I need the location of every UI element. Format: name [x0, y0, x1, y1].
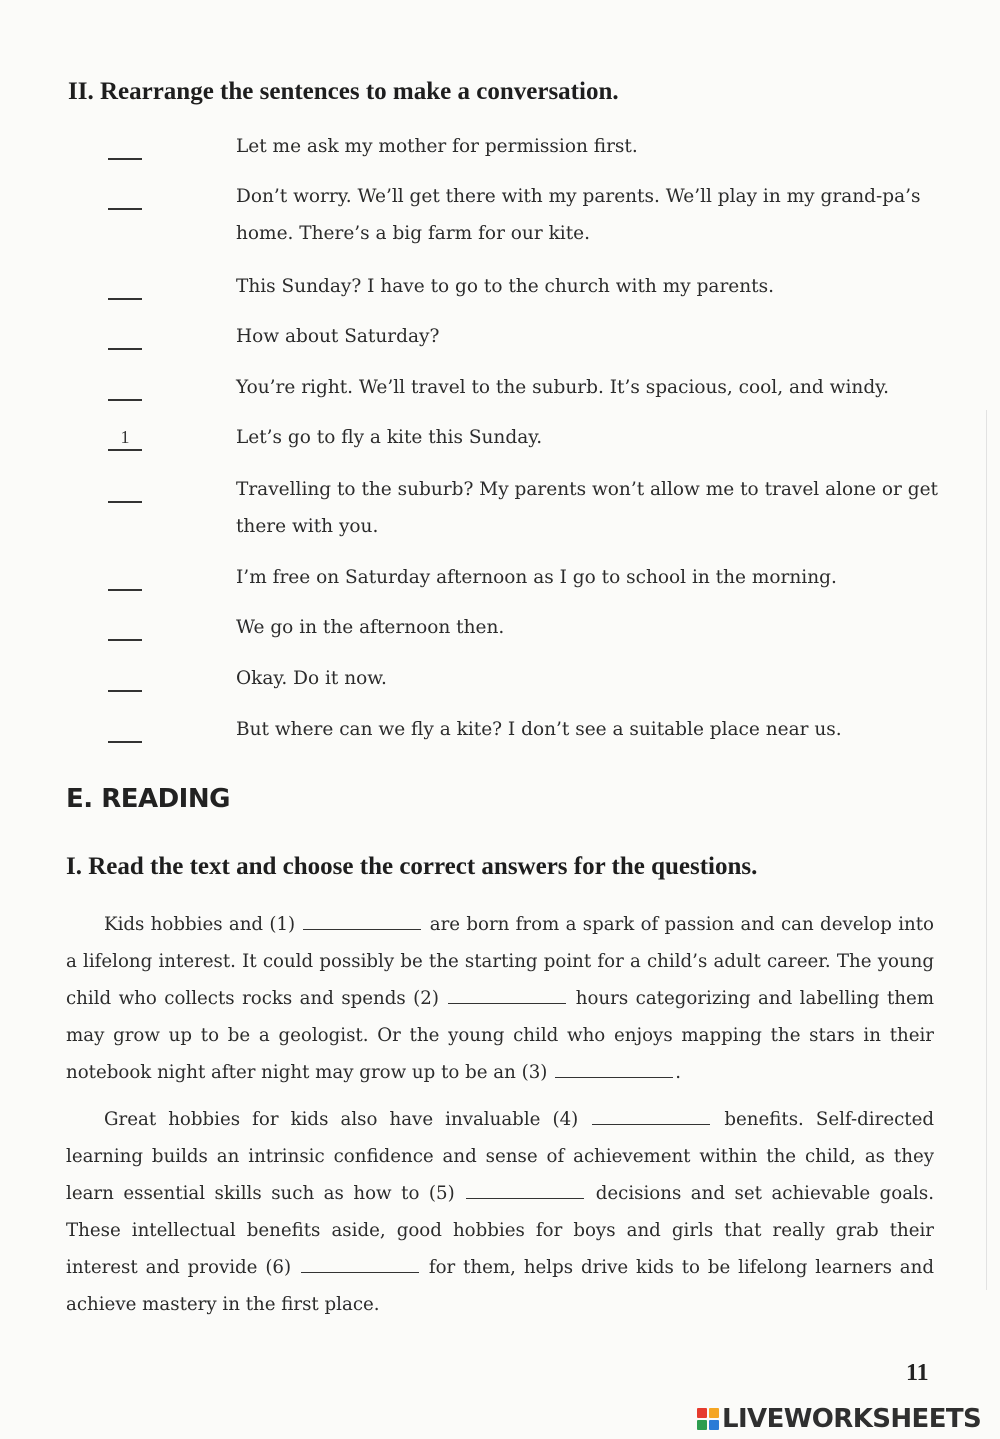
p1-part-2: are born from a spark of passion and can develop into a lifelong interest. It could possibly be the starting point for a child’s adult career. The young child who collects rocks and spends (2)	[66, 914, 934, 1009]
answer-blank[interactable]	[108, 567, 142, 591]
p2-part-1: Great hobbies for kids also have invaluable (4)	[104, 1109, 591, 1130]
gap-1[interactable]	[303, 913, 421, 930]
answer-blank[interactable]	[108, 479, 142, 503]
answer-blank[interactable]	[108, 276, 142, 300]
logo-blocks-icon	[696, 1407, 720, 1431]
answer-blank[interactable]	[108, 617, 142, 641]
reading-section-1-title: I. Read the text and choose the correct answers for the questions.	[66, 853, 758, 880]
conversation-sentence: We go in the afternoon then.	[236, 617, 505, 638]
conversation-sentence: You’re right. We’ll travel to the suburb. It’s spacious, cool, and windy.	[236, 377, 890, 398]
conversation-sentence: Let me ask my mother for permission first.	[236, 136, 638, 157]
answer-blank[interactable]	[108, 719, 142, 743]
answer-blank[interactable]: 1	[108, 427, 142, 451]
section-2-title: II. Rearrange the sentences to make a conversation.	[68, 78, 619, 105]
gap-6[interactable]	[301, 1256, 419, 1273]
scan-edge-line	[986, 410, 987, 1290]
conversation-sentence: Let’s go to fly a kite this Sunday.	[236, 427, 543, 448]
conversation-sentence: How about Saturday?	[236, 326, 440, 347]
answer-blank[interactable]	[108, 186, 142, 210]
reading-paragraph-1	[66, 906, 934, 1091]
answer-blank[interactable]	[108, 136, 142, 160]
gap-2[interactable]	[448, 987, 566, 1004]
gap-3[interactable]	[555, 1061, 673, 1078]
conversation-sentence: Okay. Do it now.	[236, 668, 387, 689]
p2-part-3: decisions and set achievable goals. These intellectual benefits aside, good hobbies for boys and girls that really grab their interest and provide (6)	[66, 1183, 934, 1278]
logo-text: LIVEWORKSHEETS	[722, 1404, 982, 1434]
gap-4[interactable]	[592, 1108, 710, 1125]
gap-5[interactable]	[466, 1182, 584, 1199]
p1-part-4: .	[675, 1062, 681, 1083]
reading-paragraph-2	[66, 1101, 934, 1323]
answer-blank[interactable]	[108, 377, 142, 401]
p1-part-3: hours categorizing and labelling them may grow up to be a geologist. Or the young child who enjoys mapping the stars in their notebook night after night may grow up to be an (3)	[66, 988, 935, 1083]
p2-part-2: benefits. Self-directed learning builds an intrinsic confidence and sense of achievement within the child, as they learn essential skills such as how to (5)	[66, 1109, 934, 1204]
page-number: 11	[906, 1360, 929, 1386]
conversation-sentence: But where can we fly a kite? I don’t see a suitable place near us.	[236, 719, 842, 740]
answer-blank[interactable]	[108, 326, 142, 350]
reading-heading: E. READING	[66, 784, 230, 814]
conversation-sentence: Travelling to the suburb? My parents won’t allow me to travel alone or get there with you.	[236, 479, 938, 537]
conversation-sentence: This Sunday? I have to go to the church with my parents.	[236, 276, 774, 297]
liveworksheets-logo	[696, 1402, 981, 1436]
p1-part-1: Kids hobbies and (1)	[104, 914, 302, 935]
conversation-sentence: Don’t worry. We’ll get there with my parents. We’ll play in my grand-pa’s home. There’s a big farm for our kite.	[236, 186, 921, 244]
conversation-sentence: I’m free on Saturday afternoon as I go to school in the morning.	[236, 567, 837, 588]
p2-part-4: for them, helps drive kids to be lifelong learners and achieve mastery in the first place.	[66, 1257, 935, 1315]
answer-blank[interactable]	[108, 668, 142, 692]
